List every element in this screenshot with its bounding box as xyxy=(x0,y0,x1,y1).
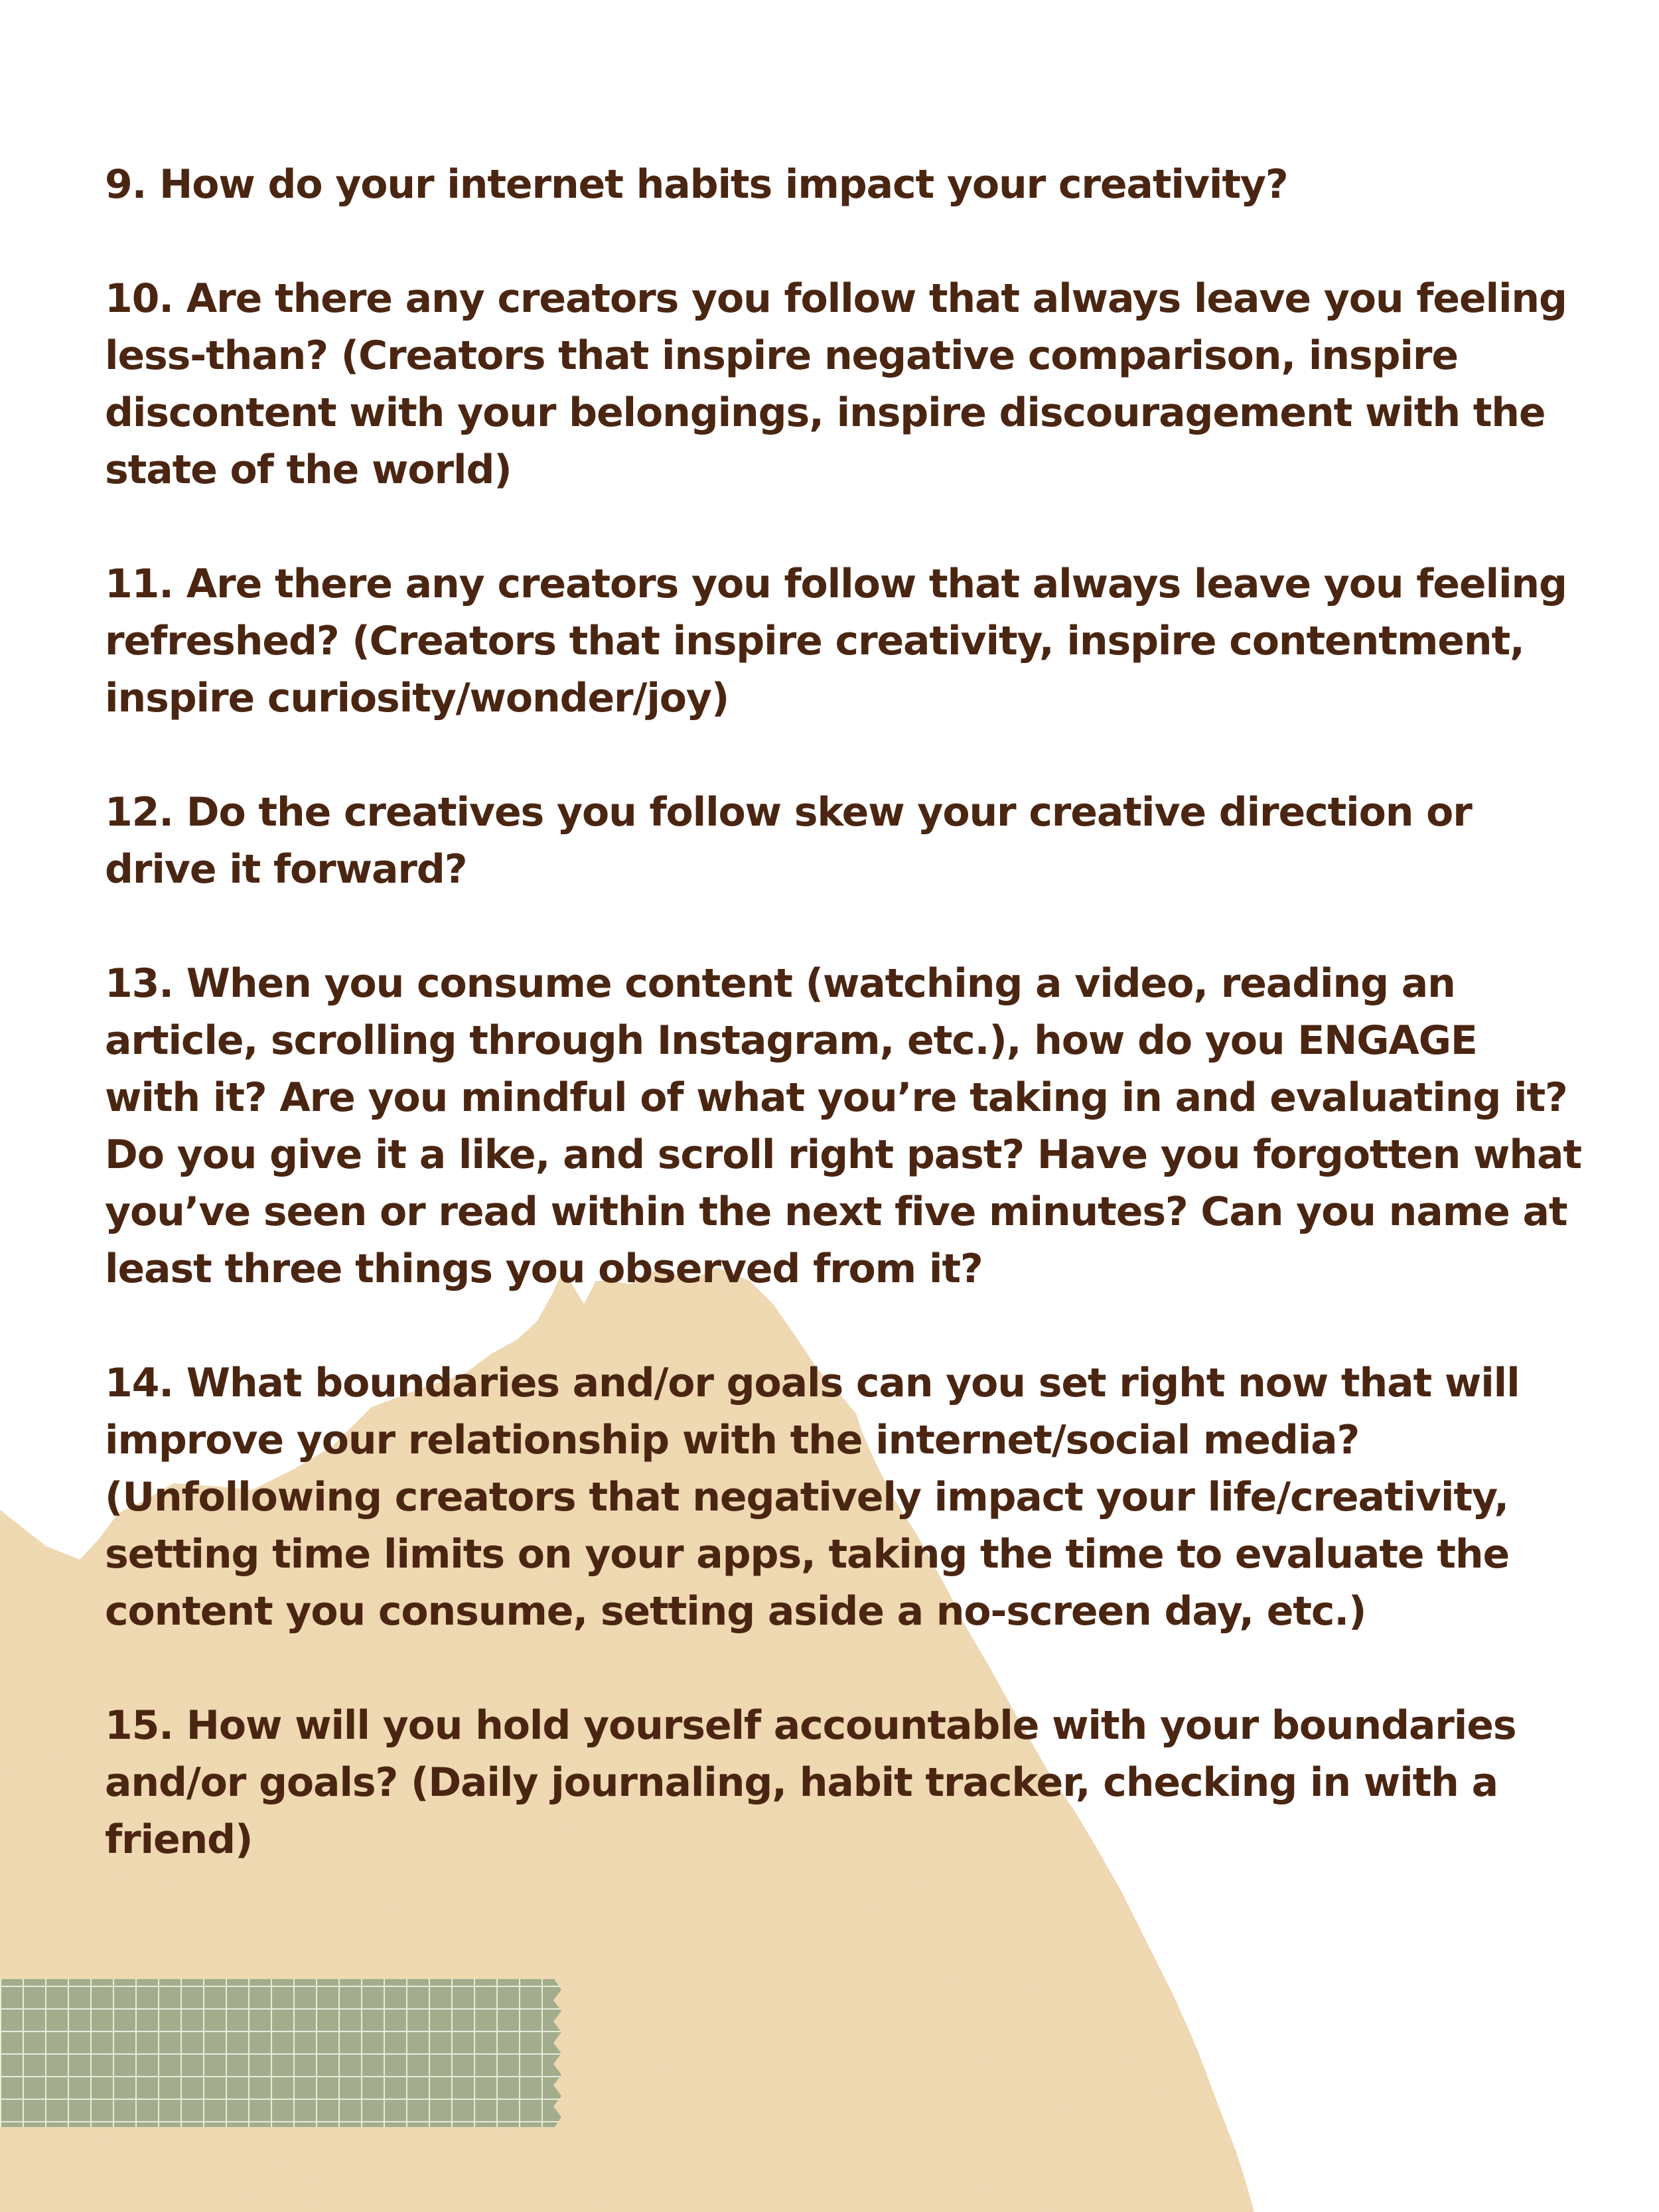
question-10: 10. Are there any creators you follow that always leave you feeling less-than? (Creators that inspire negative comparison, inspire discontent with your belongings, inspire discouragement with the state of the world) xyxy=(105,275,1567,493)
question-15: 15. How will you hold yourself accountable with your boundaries and/or goals? (Daily journaling, habit tracker, checking in with a friend) xyxy=(105,1702,1516,1863)
question-12: 12. Do the creatives you follow skew your creative direction or drive it forward? xyxy=(105,789,1472,893)
question-11: 11. Are there any creators you follow that always leave you feeling refreshed? (Creators that inspire creativity, inspire contentment, inspire curiosity/wonder/joy) xyxy=(105,561,1567,721)
washi-tape xyxy=(0,1979,561,2127)
journal-question-list xyxy=(105,156,1585,1868)
question-14: 14. What boundaries and/or goals can you set right now that will improve your relationship with the internet/social media? (Unfollowing creators that negatively impact your life/creativity, setting time limits on your apps, taking the time to evaluate the content you consume, setting aside a no-screen day, etc.) xyxy=(105,1360,1520,1635)
question-9: 9. How do your internet habits impact your creativity? xyxy=(105,161,1288,208)
question-13: 13. When you consume content (watching a video, reading an article, scrolling through Instagram, etc.), how do you ENGAGE with it? Are you mindful of what you’re taking in and evaluating it? Do you give it a like, and scroll right past? Have you forgotten what you’ve seen or read within the next five minutes? Can you name at least three things you observed from it? xyxy=(105,960,1581,1292)
